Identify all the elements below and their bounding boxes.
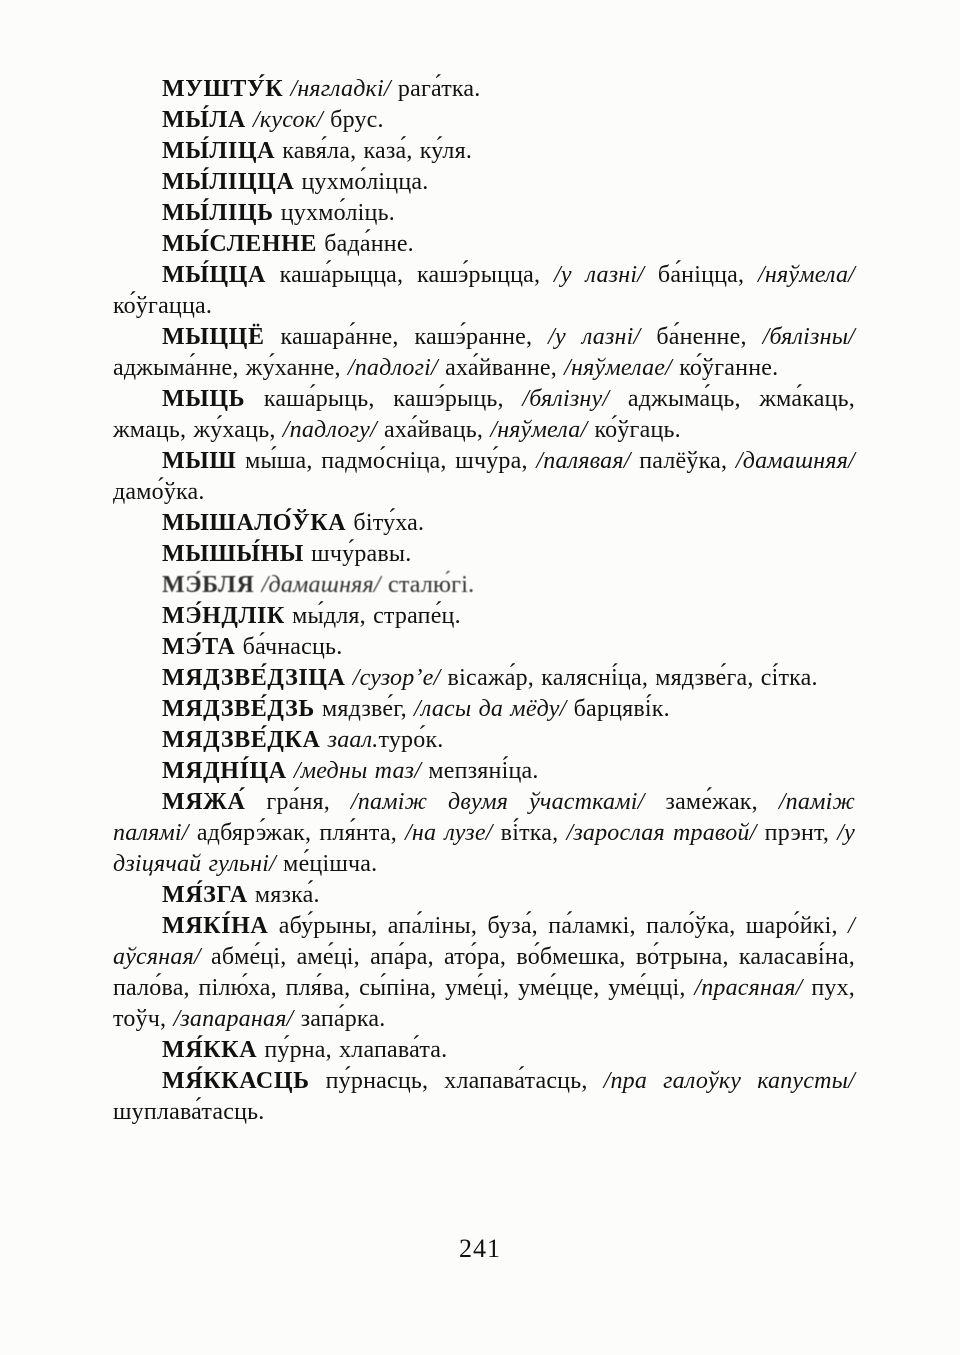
entry-context-label: /дамашняя/ (735, 448, 855, 474)
entry-synonyms: абме́ці, аме́ці, апа́ра, ато́ра, во́бмешка, во́трына, каласаві́на, пало́ва, пілю́ха, пля́ва, сы́піна, уме́ці, уме́цце, уме́цці, (113, 944, 855, 1001)
entry-synonyms: ві́тка, (492, 820, 567, 846)
entry-synonyms: мы́ша, падмо́сніца, шчу́ра, (236, 448, 537, 474)
entry-context-label: /падлогу/ (282, 417, 377, 443)
entry-synonyms: заме́жак, (644, 789, 779, 815)
dictionary-entry (113, 601, 855, 632)
entry-synonyms: пу́рнасць, хлапава́тасць, (309, 1068, 604, 1094)
dictionary-entry (113, 663, 855, 694)
entry-synonyms: аха́йваць, (376, 417, 491, 443)
dictionary-entry (113, 198, 855, 229)
entry-context-label: /падлогі/ (347, 355, 438, 381)
entry-headword: МЯДЗВЕ́ДКА (162, 727, 321, 753)
dictionary-entry (113, 880, 855, 911)
dictionary-entry (113, 136, 855, 167)
entry-synonyms: шуплава́тасць. (113, 1099, 265, 1125)
entry-synonyms: рага́тка. (390, 76, 481, 102)
entry-synonyms: пу́рна, хлапава́та. (257, 1037, 448, 1063)
entry-synonyms: ме́цішча. (275, 851, 378, 877)
entry-synonyms: вісажа́р, калясні́ца, мядзве́га, сі́тка. (440, 665, 818, 691)
entry-headword: МЫ́ЛІЦА (162, 138, 276, 164)
entry-headword: МЭ́БЛЯ (162, 572, 255, 598)
entry-headword: МЯДЗВЕ́ДЗЬ (162, 696, 315, 722)
entry-context-label: /паміж двумя ўчасткамі/ (350, 789, 645, 815)
entry-headword: МЫШ (162, 448, 237, 474)
entry-headword: МЭ́ТА (162, 634, 236, 660)
entry-context-label: /бялізны/ (762, 324, 856, 350)
entry-synonyms: ба́чнасць. (235, 634, 343, 660)
entry-context-label: /няўмела/ (490, 417, 588, 443)
dictionary-entry (113, 787, 855, 880)
entry-synonyms (346, 665, 353, 691)
entry-headword: МЫЦЬ (162, 386, 246, 412)
dictionary-entry (113, 384, 855, 446)
entry-headword: МЫШАЛО́ЎКА (162, 510, 347, 536)
entry-synonyms (254, 572, 261, 598)
dictionary-entry (113, 539, 855, 570)
entry-synonyms: цухмо́ліцца. (294, 169, 429, 195)
entry-synonyms: ба́ніцца, (644, 262, 759, 288)
entry-synonyms: палёўка, (630, 448, 736, 474)
entry-headword: МЯ́ККАСЦЬ (162, 1068, 310, 1094)
dictionary-entry (113, 694, 855, 725)
entry-headword: МЫ́ЛА (162, 107, 246, 133)
entry-context-label: /запараная/ (173, 1006, 294, 1032)
entry-context-label: /кусок/ (253, 107, 323, 133)
entry-headword: МУШТУ́К (162, 76, 284, 102)
dictionary-entry (113, 260, 855, 322)
entry-synonyms (246, 107, 253, 133)
entry-synonyms: цухмо́ліць. (273, 200, 395, 226)
entry-context-label: /няўмела/ (758, 262, 856, 288)
entry-synonyms: барцяві́к. (566, 696, 670, 722)
entry-context-label: /на лузе/ (405, 820, 493, 846)
dictionary-entry (113, 322, 855, 384)
entry-synonyms: туро́к. (378, 727, 444, 753)
entry-synonyms: дамо́ўка. (113, 479, 205, 505)
entry-headword: МЯДЗВЕ́ДЗІЦА (162, 665, 346, 691)
entry-synonyms: прэнт, (756, 820, 838, 846)
dictionary-entry (113, 911, 855, 1035)
dictionary-entry (113, 74, 855, 105)
entry-context-label: /у дзіцячай гульні/ (113, 820, 855, 877)
dictionary-entry (113, 167, 855, 198)
entry-headword: МЭ́НДЛІК (162, 603, 285, 629)
entry-headword: МЫЦЦЁ (162, 324, 265, 350)
entry-context-label: /сузор’е/ (352, 665, 441, 691)
entry-synonyms: гра́ня, (245, 789, 351, 815)
entry-synonyms: кавя́ла, каза́, ку́ля. (275, 138, 473, 164)
entry-synonyms: аха́йванне, (437, 355, 565, 381)
entry-context-label: заал. (327, 727, 379, 753)
entry-synonyms: ко́ўгаць. (587, 417, 681, 443)
entry-context-label: /прасяная/ (694, 975, 803, 1001)
entry-headword: МЯЖА́ (162, 789, 246, 815)
dictionary-entry (113, 508, 855, 539)
dictionary-entry (113, 229, 855, 260)
entry-context-label: /у лазні/ (548, 324, 641, 350)
entry-headword: МЯ́ЗГА (162, 882, 248, 908)
entry-synonyms: мязка́. (247, 882, 320, 908)
entry-headword: МЯ́ККА (162, 1037, 258, 1063)
entry-synonyms: ко́ўгацца. (113, 293, 213, 319)
entry-synonyms: ко́ўганне. (672, 355, 779, 381)
dictionary-entry (113, 105, 855, 136)
dictionary-entry (113, 1035, 855, 1066)
entry-context-label: /у лазні/ (554, 262, 645, 288)
entry-synonyms: адбярэ́жак, пля́нта, (188, 820, 406, 846)
entry-context-label: /няўмелае/ (564, 355, 673, 381)
entry-synonyms: аджыма́нне, жу́ханне, (113, 355, 348, 381)
entry-synonyms: каша́рыцца, кашэ́рыцца, (265, 262, 555, 288)
entry-synonyms: брус. (322, 107, 384, 133)
dictionary-entry (113, 570, 855, 601)
entry-headword: МЫ́ЛІЦЦА (162, 169, 295, 195)
dictionary-entry (113, 725, 855, 756)
entry-headword: МЯДНІ́ЦА (162, 758, 287, 784)
entry-synonyms (320, 727, 327, 753)
entry-context-label: /ласы да мёду/ (414, 696, 567, 722)
entry-synonyms: аджыма́ць, жма́каць, жмаць, жу́хаць, (113, 386, 855, 443)
entry-synonyms: мепзяні́ца. (421, 758, 539, 784)
dictionary-entry (113, 1066, 855, 1128)
dictionary-entry (113, 632, 855, 663)
entry-headword: МЯКІ́НА (162, 913, 269, 939)
entry-synonyms: бада́нне. (317, 231, 414, 257)
entry-headword: МЫ́СЛЕННЕ (162, 231, 317, 257)
entry-context-label: /паміж палямі/ (113, 789, 855, 846)
entry-headword: МЫШЫ́НЫ (162, 541, 304, 567)
entry-synonyms: мы́для, страпе́ц. (284, 603, 461, 629)
entry-context-label: /пра галоўку капусты/ (603, 1068, 855, 1094)
entry-synonyms: ба́ненне, (640, 324, 763, 350)
page-number: 241 (459, 1234, 501, 1263)
entry-context-label: /бялізну/ (522, 386, 610, 412)
entry-headword: МЫ́ЦЦА (162, 262, 266, 288)
entry-context-label: /аўсяная/ (113, 913, 855, 970)
entry-headword: МЫ́ЛІЦЬ (162, 200, 274, 226)
entry-synonyms: сталю́гі. (380, 572, 475, 598)
entry-context-label: /нягладкі/ (290, 76, 391, 102)
dictionary-entry (113, 756, 855, 787)
entry-context-label: /дамашняя/ (261, 572, 381, 598)
entry-synonyms: абу́рыны, апа́ліны, буза́, па́ламкі, пало́ўка, шаро́йкі, (268, 913, 849, 939)
entry-synonyms: кашара́нне, кашэ́ранне, (264, 324, 549, 350)
entry-synonyms: пух, тоўч, (113, 975, 855, 1032)
entry-synonyms: запа́рка. (293, 1006, 386, 1032)
dictionary-entry (113, 446, 855, 508)
dictionary-entries (113, 74, 855, 1128)
entry-context-label: /медны таз/ (293, 758, 422, 784)
entry-synonyms: мядзве́г, (314, 696, 415, 722)
entry-synonyms: біту́ха. (346, 510, 425, 536)
entry-synonyms: шчу́равы. (303, 541, 412, 567)
entry-context-label: /зарослая травой/ (566, 820, 757, 846)
entry-context-label: /палявая/ (536, 448, 631, 474)
entry-synonyms: каша́рыць, кашэ́рыць, (245, 386, 523, 412)
entry-synonyms (287, 758, 294, 784)
